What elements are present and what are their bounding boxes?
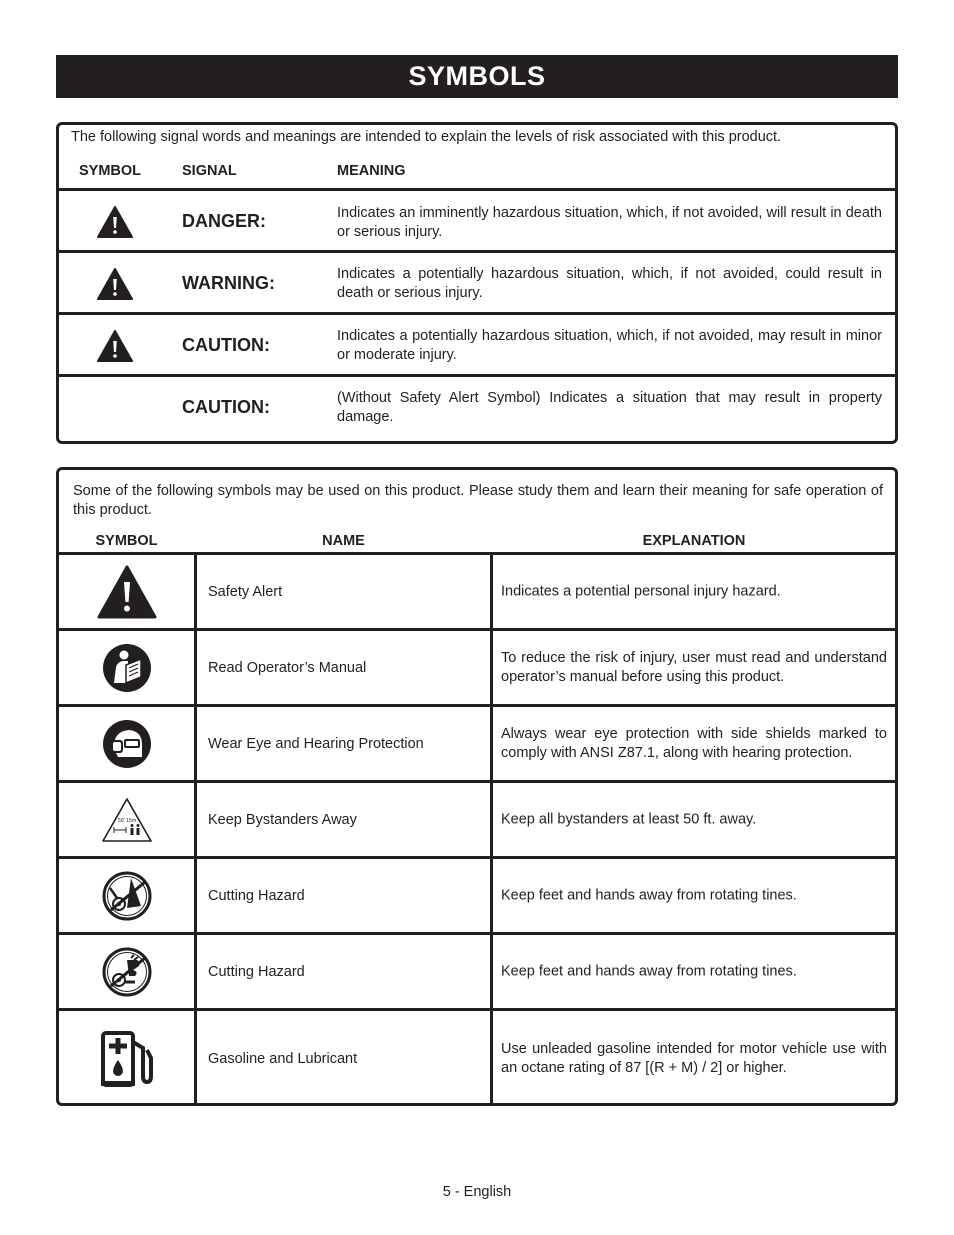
symbol-header-explanation: EXPLANATION: [642, 533, 746, 549]
eye-hearing-protection-icon: [102, 719, 152, 769]
signal-row-caution-property: [59, 374, 895, 444]
warning-triangle-icon: [97, 330, 133, 362]
symbol-explanation: Keep feet and hands away from rotating tines.: [501, 887, 797, 903]
symbol-name: Gasoline and Lubricant: [208, 1050, 358, 1067]
symbol-name: Wear Eye and Hearing Protection: [208, 735, 424, 752]
symbols-table: [56, 467, 898, 1106]
symbol-row: [59, 628, 895, 704]
read-manual-icon: [102, 643, 152, 693]
distance-label: 50' 15m: [117, 817, 136, 824]
keep-bystanders-away-icon: [101, 797, 153, 843]
symbol-table-intro: Some of the following symbols may be used on this product. Please study them and learn their meaning for safe operation of this product.: [73, 483, 883, 518]
signal-words-table: [56, 122, 898, 444]
page-footer: 5 - English: [442, 1184, 512, 1200]
warning-triangle-icon: [97, 268, 133, 300]
symbol-row: [59, 704, 895, 780]
symbol-explanation: Keep feet and hands away from rotating tines.: [501, 963, 797, 979]
symbol-name: Cutting Hazard: [208, 963, 305, 980]
signal-word: CAUTION:: [182, 335, 270, 355]
symbol-explanation: Indicates a potential personal injury hazard.: [501, 583, 781, 599]
page-title: SYMBOLS: [56, 55, 898, 98]
symbol-explanation: Keep all bystanders at least 50 ft. away.: [501, 811, 757, 827]
symbol-explanation: To reduce the risk of injury, user must read and understand operator’s manual before using this product.: [501, 649, 887, 685]
symbol-name: Safety Alert: [208, 583, 283, 600]
signal-meaning: (Without Safety Alert Symbol) Indicates a situation that may result in property damage.: [337, 390, 882, 425]
symbol-row: [59, 856, 895, 932]
symbol-name: Cutting Hazard: [208, 887, 305, 904]
signal-header-signal: SIGNAL: [182, 163, 237, 179]
signal-word: WARNING:: [182, 273, 275, 293]
signal-row-danger: [59, 188, 895, 253]
signal-row-warning: [59, 250, 895, 315]
symbol-name: Read Operator’s Manual: [208, 659, 367, 676]
signal-word: CAUTION:: [182, 397, 270, 417]
symbol-explanation: Use unleaded gasoline intended for motor vehicle use with an octane rating of 87 [(R + M) / 2] or higher.: [501, 1040, 887, 1076]
signal-header-symbol: SYMBOL: [79, 163, 142, 179]
signal-row-caution: [59, 312, 895, 377]
signal-word: DANGER:: [182, 211, 266, 231]
symbol-row: [59, 780, 895, 856]
symbol-name: Keep Bystanders Away: [208, 811, 357, 828]
symbol-header-name: NAME: [322, 533, 365, 549]
cutting-hazard-hand-icon: [101, 946, 153, 998]
signal-meaning: Indicates a potentially hazardous situation, which, if not avoided, could result in death or serious injury.: [337, 266, 882, 301]
signal-meaning: Indicates a potentially hazardous situation, which, if not avoided, may result in minor or moderate injury.: [337, 328, 882, 363]
signal-meaning: Indicates an imminently hazardous situation, which, if not avoided, will result in death or serious injury.: [337, 205, 882, 240]
signal-header-meaning: MEANING: [337, 163, 406, 179]
symbol-header-symbol: SYMBOL: [95, 533, 158, 549]
symbol-row: [59, 552, 895, 628]
cutting-hazard-foot-icon: [101, 870, 153, 922]
symbol-row: [59, 1008, 895, 1106]
gasoline-lubricant-icon: [99, 1030, 155, 1088]
warning-triangle-icon: [97, 206, 133, 238]
signal-table-intro: The following signal words and meanings are intended to explain the levels of risk associated with this product.: [71, 129, 782, 145]
safety-alert-icon: [97, 565, 157, 619]
symbol-explanation: Always wear eye protection with side shields marked to comply with ANSI Z87.1, along with hearing protection.: [501, 725, 887, 761]
symbol-row: [59, 932, 895, 1008]
